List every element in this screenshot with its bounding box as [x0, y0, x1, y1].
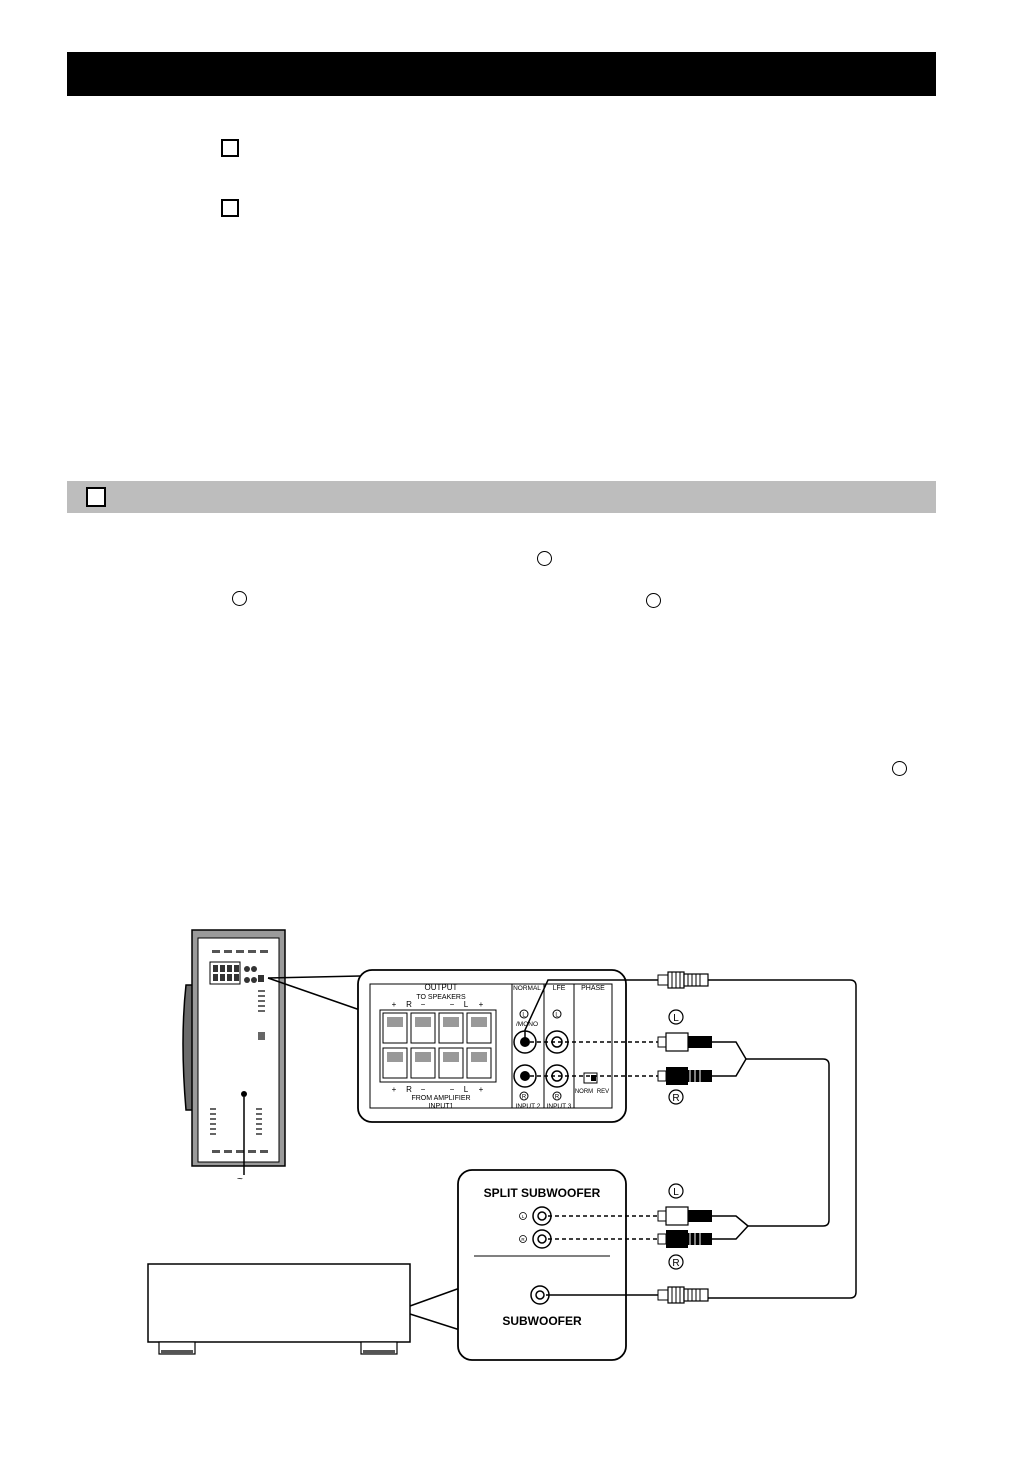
top-polarity-3: −: [420, 1000, 426, 1009]
split-r-marker: R: [521, 1237, 525, 1242]
bottom-polarity-4: −: [449, 1085, 455, 1094]
bottom-polarity-2: R: [406, 1085, 412, 1094]
norm-label: NORM: [574, 1089, 594, 1095]
bottom-polarity-6: +: [478, 1085, 484, 1094]
upper-stereo-plugs: [658, 1033, 712, 1085]
input3-label: INPUT 3: [546, 1103, 572, 1110]
normal-l-marker: L: [522, 1012, 526, 1019]
subwoofer-label: SUBWOOFER: [502, 1314, 582, 1328]
bottom-polarity-5: L: [463, 1085, 469, 1094]
amplifier-unit: [148, 1264, 410, 1354]
lfe-label: LFE: [552, 985, 566, 992]
input3-r-marker: R: [554, 1094, 560, 1101]
lower-l-marker: L: [673, 1187, 679, 1198]
subwoofer-unit: [183, 930, 285, 1185]
output-label: OUTPUT: [424, 983, 458, 992]
input2-r-marker: R: [521, 1094, 527, 1101]
phase-label: PHASE: [581, 985, 605, 992]
top-polarity-4: −: [449, 1000, 455, 1009]
svg-text:~: ~: [237, 1174, 243, 1185]
upper-r-marker: R: [672, 1093, 680, 1104]
input1-label: INPUT1: [428, 1103, 454, 1110]
lower-r-marker: R: [672, 1258, 680, 1269]
top-polarity-2: R: [406, 1000, 412, 1009]
top-plug: [658, 972, 708, 988]
receiver-panel-closeup: [458, 1170, 626, 1360]
from-amplifier-label: FROM AMPLIFIER: [411, 1095, 471, 1102]
mono-label: /MONO: [515, 1021, 539, 1028]
top-polarity-5: L: [463, 1000, 469, 1009]
bottom-polarity-1: +: [391, 1085, 397, 1094]
top-polarity-1: +: [391, 1000, 397, 1009]
upper-l-marker: L: [673, 1013, 679, 1024]
bottom-plug: [658, 1287, 708, 1303]
to-speakers-label: TO SPEAKERS: [416, 994, 466, 1001]
input2-label: INPUT 2: [515, 1103, 541, 1110]
top-polarity-6: +: [478, 1000, 484, 1009]
rev-label: REV: [596, 1089, 610, 1095]
split-subwoofer-label: SPLIT SUBWOOFER: [483, 1186, 601, 1200]
split-l-marker: L: [521, 1214, 525, 1219]
rear-panel-closeup: [358, 970, 626, 1122]
bottom-polarity-3: −: [420, 1085, 426, 1094]
lower-stereo-plugs: [658, 1207, 712, 1248]
lfe-l-marker: L: [555, 1012, 559, 1019]
normal-label: NORMAL: [513, 985, 541, 992]
